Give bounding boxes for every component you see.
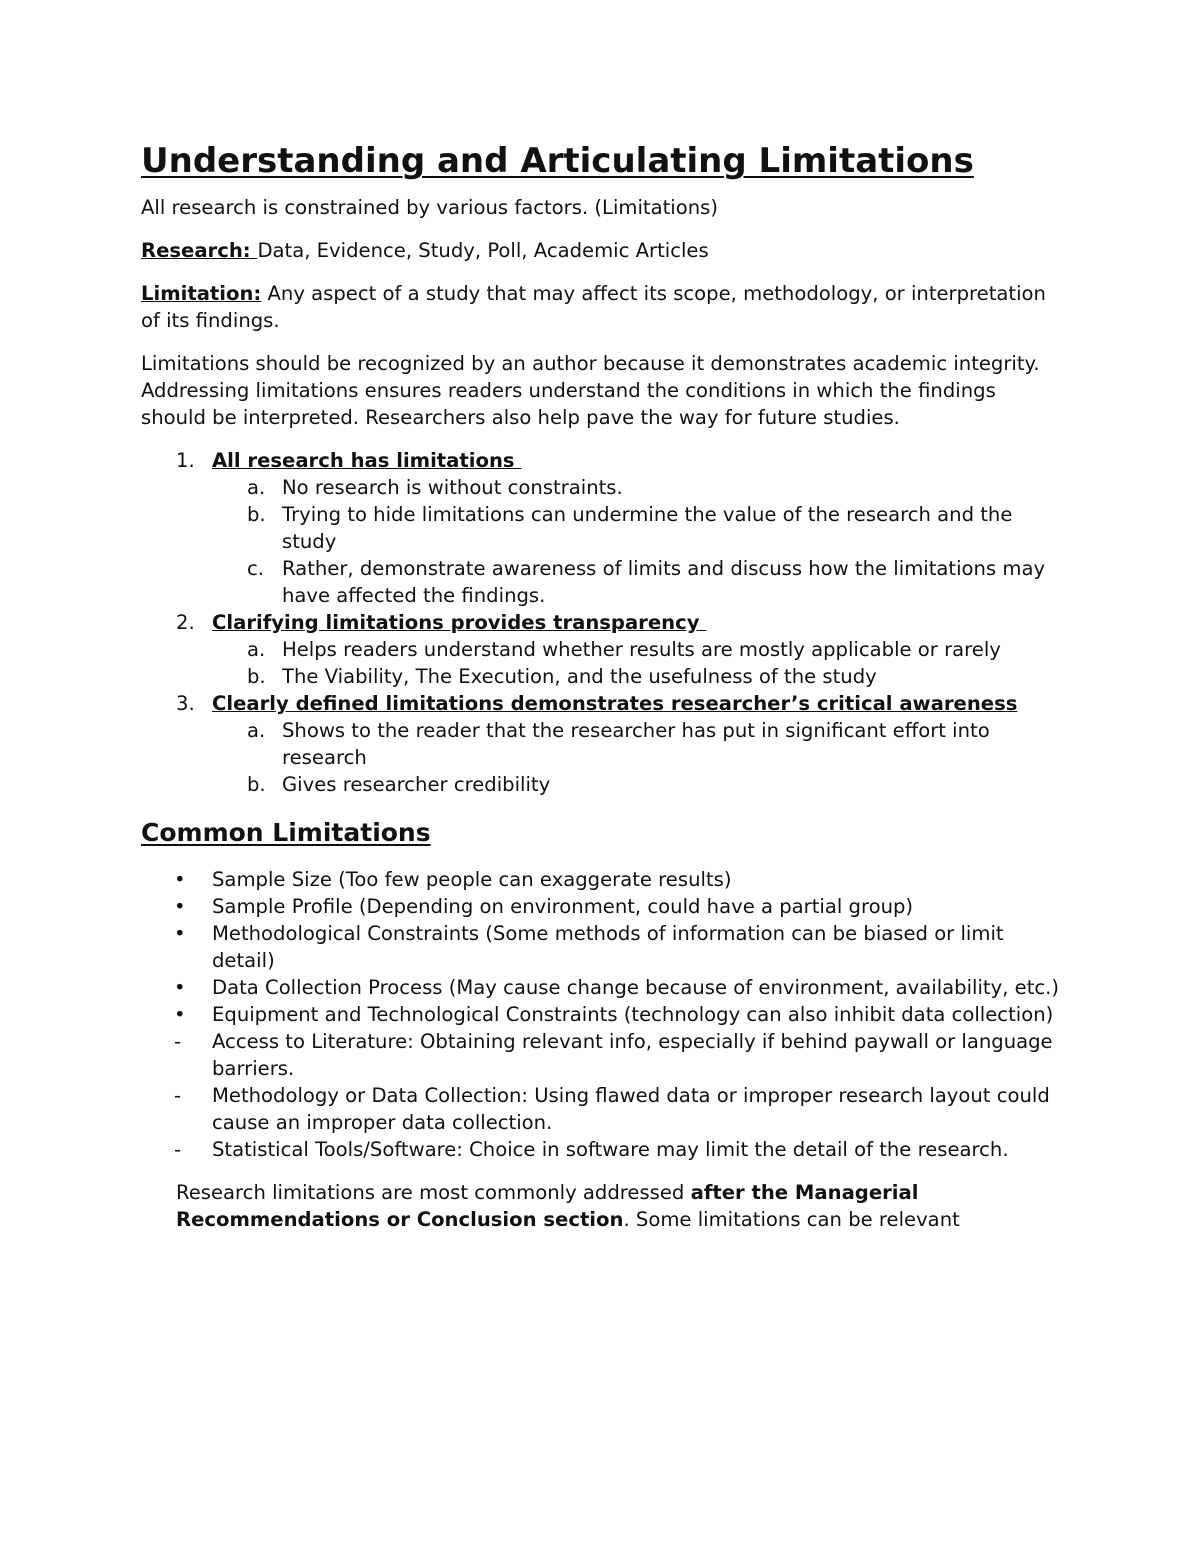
key-point bbox=[141, 690, 1061, 798]
list-item bbox=[141, 893, 1061, 920]
sub-point-letter: c. bbox=[247, 557, 265, 580]
dash-marker: - bbox=[174, 1138, 182, 1161]
sub-point bbox=[212, 501, 1061, 555]
sub-point-list bbox=[212, 717, 1061, 798]
sub-point-text: Helps readers understand whether results are mostly applicable or rarely bbox=[282, 638, 1001, 661]
limitation-label: Limitation: bbox=[141, 282, 262, 305]
dash-marker: - bbox=[174, 1084, 182, 1107]
sub-point-letter: b. bbox=[247, 773, 266, 796]
key-point-title: All research has limitations bbox=[212, 449, 522, 472]
research-definition-text: Data, Evidence, Study, Poll, Academic Articles bbox=[257, 239, 709, 262]
sub-point-text: Shows to the reader that the researcher has put in significant effort into research bbox=[282, 719, 990, 769]
bullet-marker: • bbox=[174, 895, 186, 918]
sub-point-text: The Viability, The Execution, and the usefulness of the study bbox=[282, 665, 877, 688]
list-item-text: Methodological Constraints (Some methods of information can be biased or limit detail) bbox=[212, 922, 1004, 972]
sub-point-text: Trying to hide limitations can undermine the value of the research and the study bbox=[282, 503, 1013, 553]
list-item-text: Statistical Tools/Software: Choice in software may limit the detail of the research. bbox=[212, 1138, 1009, 1161]
bullet-marker: • bbox=[174, 976, 186, 999]
research-label: Research: bbox=[141, 239, 258, 262]
sub-point-text: No research is without constraints. bbox=[282, 476, 623, 499]
key-point-title: Clearly defined limitations demonstrates researcher’s critical awareness bbox=[212, 692, 1018, 715]
list-item-text: Sample Size (Too few people can exaggerate results) bbox=[212, 868, 732, 891]
closing-text-after: . Some limitations can be relevant bbox=[623, 1208, 960, 1231]
sub-point bbox=[212, 663, 1061, 690]
list-item bbox=[141, 1136, 1061, 1163]
closing-paragraph bbox=[176, 1179, 1061, 1233]
sub-point-letter: b. bbox=[247, 503, 266, 526]
sub-point bbox=[212, 474, 1061, 501]
key-point-title: Clarifying limitations provides transparency bbox=[212, 611, 707, 634]
sub-point-letter: a. bbox=[247, 638, 266, 661]
list-item-text: Data Collection Process (May cause change because of environment, availability, etc.) bbox=[212, 976, 1060, 999]
sub-point-text: Rather, demonstrate awareness of limits and discuss how the limitations may have affected the findings. bbox=[282, 557, 1046, 607]
closing-text-before: Research limitations are most commonly addressed bbox=[176, 1181, 691, 1204]
common-limitations-heading: Common Limitations bbox=[141, 818, 431, 847]
key-point bbox=[141, 609, 1061, 690]
list-item-text: Sample Profile (Depending on environment, could have a partial group) bbox=[212, 895, 914, 918]
sub-point-letter: a. bbox=[247, 476, 266, 499]
bullet-marker: • bbox=[174, 1003, 186, 1026]
sub-point bbox=[212, 771, 1061, 798]
limitation-definition-text: Any aspect of a study that may affect its scope, methodology, or interpretation of its findings. bbox=[141, 282, 1046, 332]
sub-point-letter: b. bbox=[247, 665, 266, 688]
key-point-number: 2. bbox=[176, 611, 195, 634]
list-item-text: Access to Literature: Obtaining relevant info, especially if behind paywall or language barriers. bbox=[212, 1030, 1053, 1080]
list-item bbox=[141, 920, 1061, 974]
document-page bbox=[141, 138, 1061, 1249]
list-item bbox=[141, 1082, 1061, 1136]
limitation-definition bbox=[141, 280, 1061, 334]
list-item bbox=[141, 1028, 1061, 1082]
key-point-number: 1. bbox=[176, 449, 195, 472]
list-item bbox=[141, 866, 1061, 893]
sub-point-list bbox=[212, 636, 1061, 690]
common-limitations-list bbox=[141, 866, 1061, 1163]
sub-point bbox=[212, 636, 1061, 663]
closing-bold-text: after the Managerial Recommendations or Conclusion section bbox=[176, 1181, 919, 1231]
research-definition bbox=[141, 237, 1061, 264]
key-point bbox=[141, 447, 1061, 609]
sub-point bbox=[212, 717, 1061, 771]
dash-marker: - bbox=[174, 1030, 182, 1053]
key-point-number: 3. bbox=[176, 692, 195, 715]
bullet-marker: • bbox=[174, 922, 186, 945]
list-item-text: Methodology or Data Collection: Using flawed data or improper research layout could cause an improper data collection. bbox=[212, 1084, 1050, 1134]
sub-point bbox=[212, 555, 1061, 609]
sub-point-list bbox=[212, 474, 1061, 609]
body-paragraph: Limitations should be recognized by an author because it demonstrates academic integrity. Addressing limitations ensures readers understand the conditions in which the findings should be interpreted. Researchers also help pave the way for future studies. bbox=[141, 352, 1040, 429]
list-item bbox=[141, 974, 1061, 1001]
bullet-marker: • bbox=[174, 868, 186, 891]
list-item bbox=[141, 1001, 1061, 1028]
sub-point-text: Gives researcher credibility bbox=[282, 773, 551, 796]
document-title: Understanding and Articulating Limitations bbox=[141, 141, 974, 181]
list-item-text: Equipment and Technological Constraints (technology can also inhibit data collection) bbox=[212, 1003, 1054, 1026]
key-points-list bbox=[141, 447, 1061, 798]
intro-paragraph: All research is constrained by various factors. (Limitations) bbox=[141, 196, 718, 219]
sub-point-letter: a. bbox=[247, 719, 266, 742]
